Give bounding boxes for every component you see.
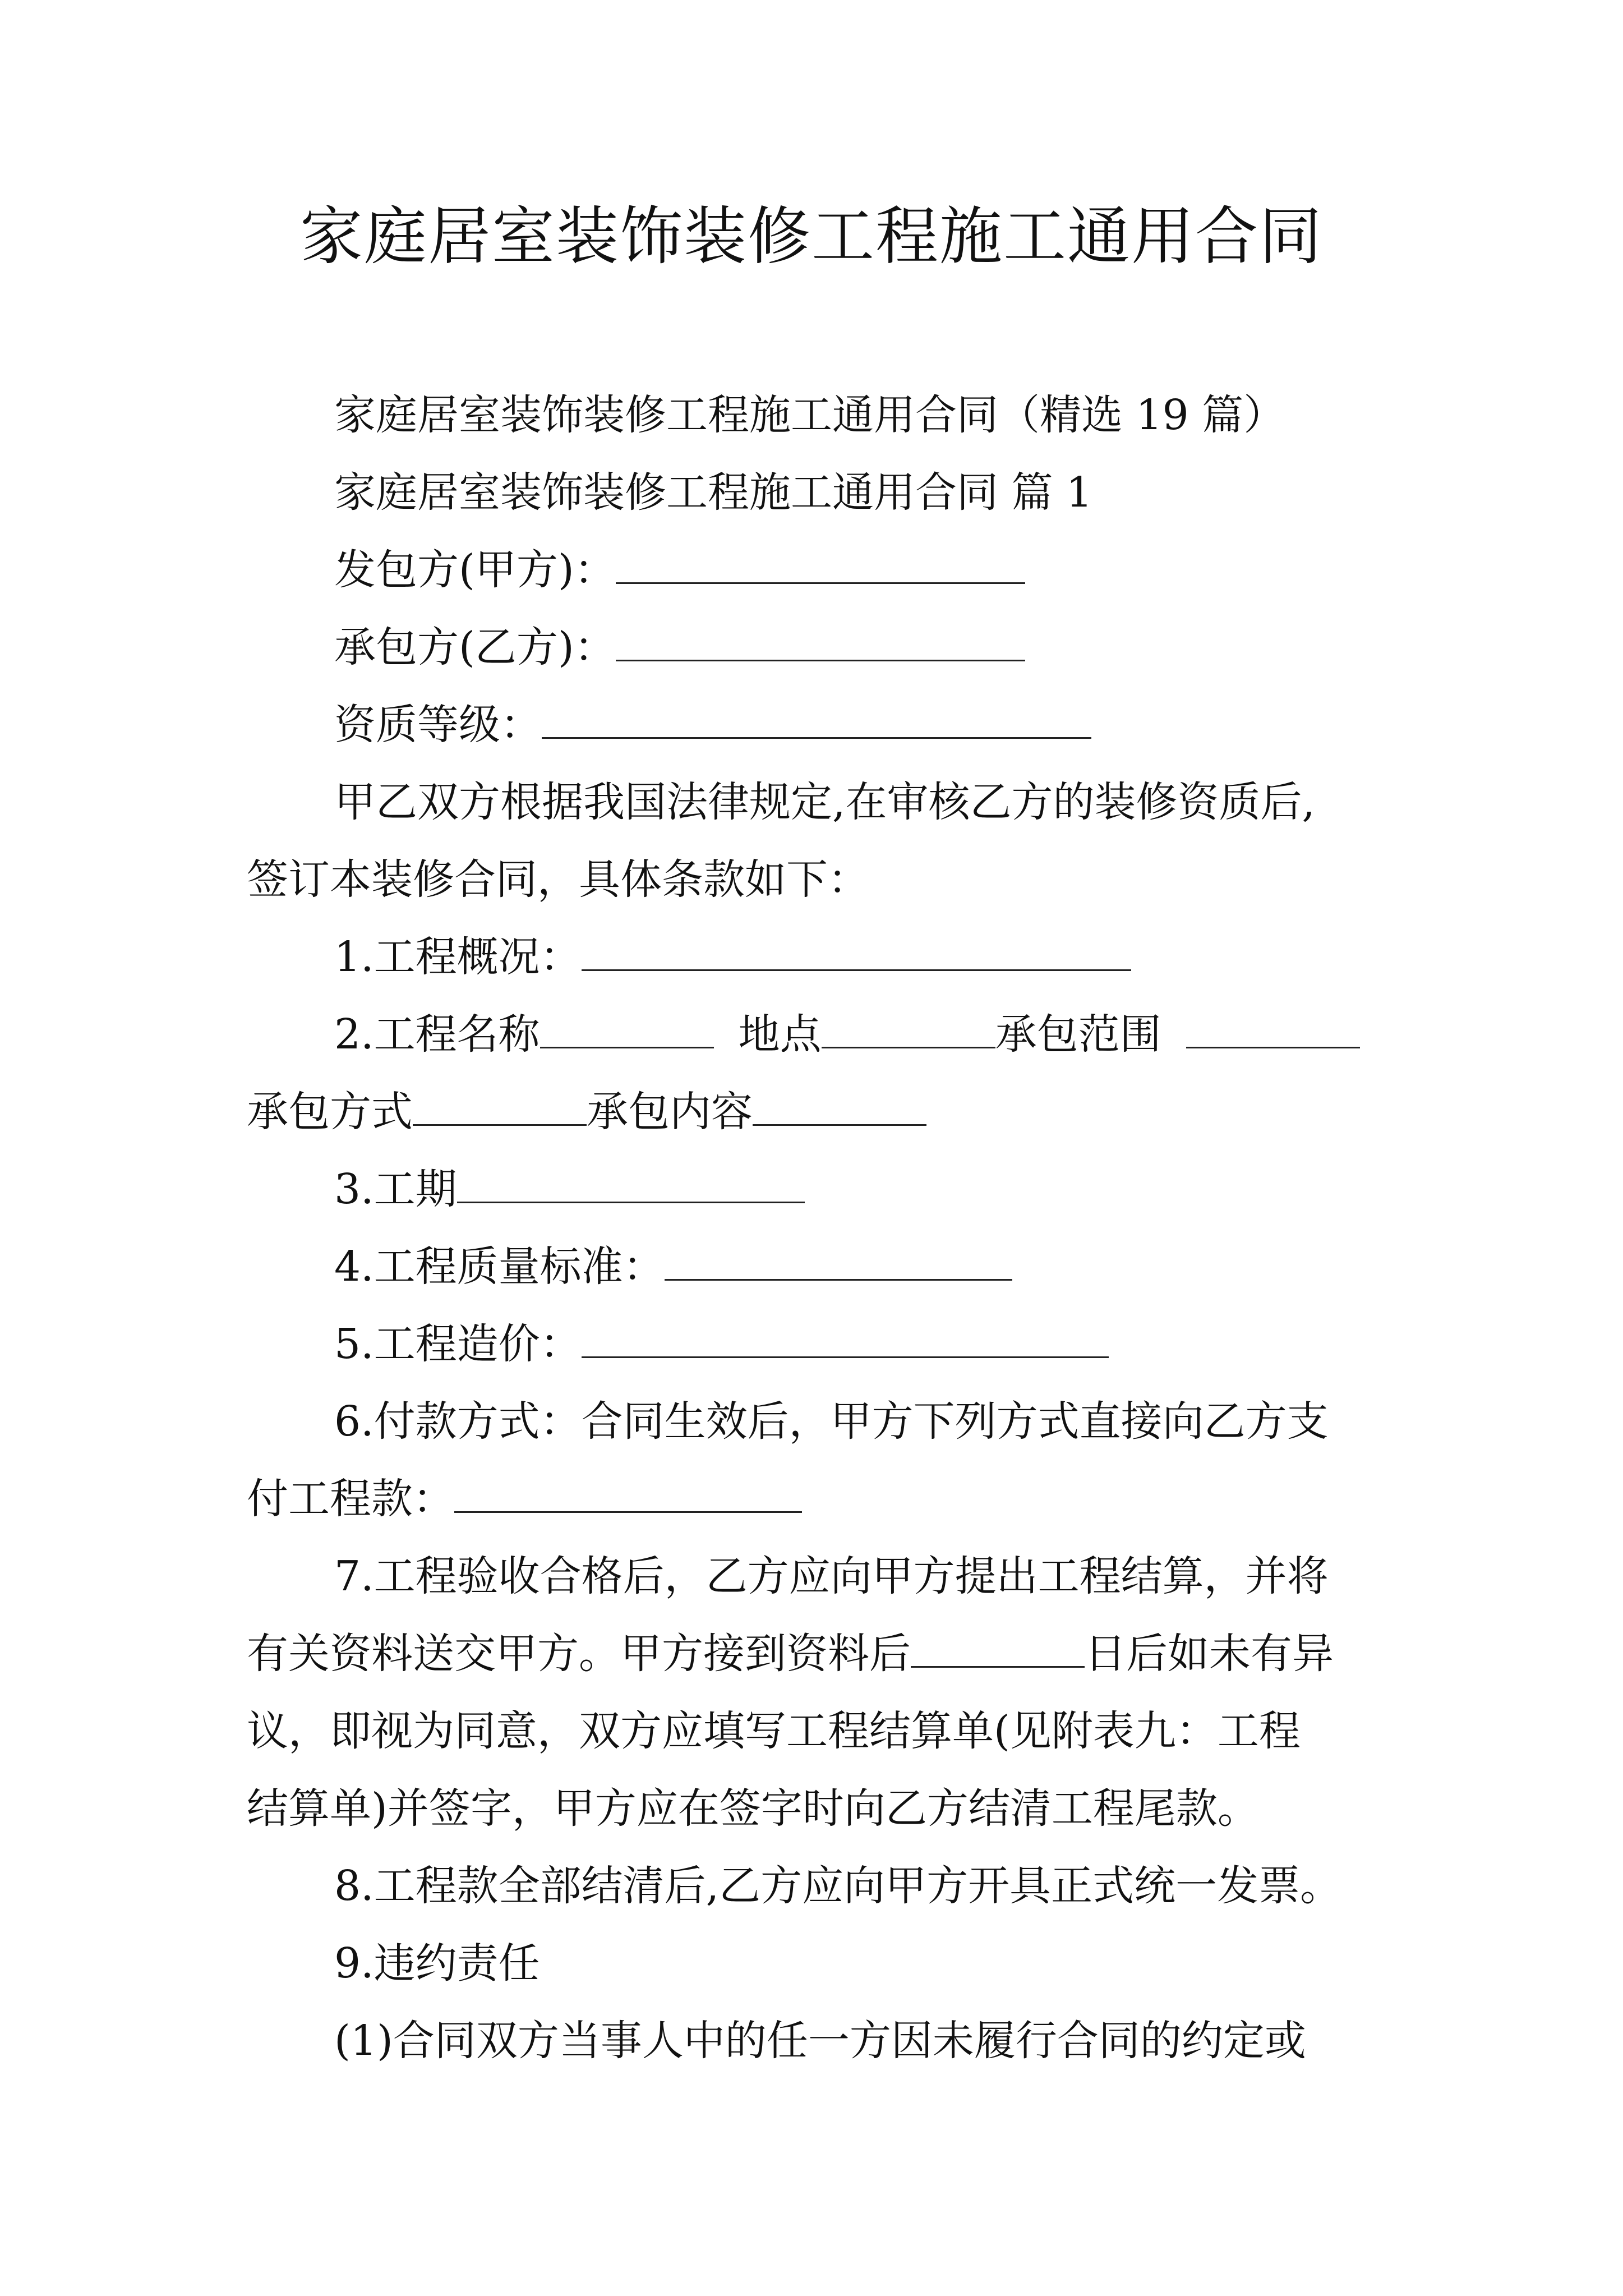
clause-5-label: 5.工程造价： [334, 1320, 582, 1368]
clause-1-label: 1.工程概况： [334, 933, 582, 981]
party-a-line [334, 542, 1391, 598]
clause-9-line [334, 1935, 1391, 1991]
clause-5-blank[interactable] [582, 1320, 1109, 1358]
contract-mode-label: 承包方式 [247, 1088, 413, 1136]
clause-4-line [334, 1239, 1391, 1295]
scope-label: 承包范围 [995, 1010, 1161, 1059]
clause-7-text-4: 结算单)并签字，甲方应在签字时向乙方结清工程尾款。 [247, 1784, 1259, 1833]
clause-6-blank[interactable] [454, 1475, 802, 1513]
project-name-label: 2.工程名称 [334, 1010, 540, 1059]
clause-7-line-cont [247, 1780, 1391, 1837]
clause-1-blank[interactable] [582, 933, 1131, 971]
qualification-line [334, 697, 1391, 753]
clause-9-heading: 9.违约责任 [334, 1939, 540, 1987]
clause-3-blank[interactable] [457, 1166, 805, 1203]
clause-9-item-1-text: (1)合同双方当事人中的任一方因未履行合同的约定或 [334, 2017, 1306, 2065]
scope-blank[interactable] [1186, 1011, 1360, 1048]
party-a-label: 发包方(甲方)： [334, 546, 616, 594]
party-b-blank[interactable] [616, 624, 1025, 661]
clause-7-text-2a: 有关资料送交甲方。甲方接到资料后 [247, 1630, 911, 1678]
clause-8-text: 8.工程款全部结清后,乙方应向甲方开具正式统一发票。 [334, 1862, 1342, 1910]
clause-7-line-cont [247, 1703, 1391, 1759]
clause-6-line-cont [247, 1471, 1391, 1527]
party-b-label: 承包方(乙方)： [334, 623, 616, 671]
clause-3-label: 3.工期 [334, 1165, 457, 1213]
clause-4-blank[interactable] [665, 1243, 1012, 1281]
party-a-blank[interactable] [616, 546, 1025, 584]
section-heading-text: 家庭居室装饰装修工程施工通用合同 篇 1 [334, 468, 1093, 517]
clause-7-text-3: 议，即视为同意，双方应填写工程结算单(见附表九：工程 [247, 1707, 1301, 1755]
project-name-blank[interactable] [540, 1011, 714, 1048]
clause-9-item-1-line [334, 2013, 1391, 2069]
qualification-label: 资质等级： [334, 701, 542, 749]
clause-7-text-2b: 日后如未有异 [1085, 1630, 1334, 1678]
clause-6-line [334, 1393, 1391, 1450]
clause-1-line [334, 929, 1391, 985]
document-subtitle [334, 387, 1391, 443]
contract-mode-blank[interactable] [413, 1088, 587, 1126]
clause-2-line [334, 1006, 1391, 1062]
qualification-blank[interactable] [542, 701, 1091, 739]
intro-text-2: 签订本装修合同，具体条款如下： [247, 855, 869, 904]
clause-6-text-1: 6.付款方式：合同生效后，甲方下列方式直接向乙方支 [334, 1397, 1329, 1446]
document-title: 家庭居室装饰装修工程施工通用合同 [300, 200, 1323, 273]
clause-3-line [334, 1161, 1391, 1217]
paragraph-line [247, 852, 1391, 908]
clause-2-line-cont [247, 1084, 1391, 1140]
clause-8-line [334, 1858, 1391, 1914]
clause-6-text-2: 付工程款： [247, 1475, 454, 1523]
clause-7-line [334, 1548, 1391, 1604]
contract-content-label: 承包内容 [587, 1088, 753, 1136]
clause-4-label: 4.工程质量标准： [334, 1243, 665, 1291]
location-blank[interactable] [822, 1011, 995, 1048]
location-label: 地点 [738, 1010, 822, 1059]
clause-7-text-1: 7.工程验收合格后，乙方应向甲方提出工程结算，并将 [334, 1552, 1329, 1600]
intro-text-1: 甲乙双方根据我国法律规定,在审核乙方的装修资质后, [334, 778, 1316, 826]
subtitle-text: 家庭居室装饰装修工程施工通用合同（精选 19 篇） [334, 391, 1285, 439]
section-heading [334, 464, 1391, 521]
clause-7-line-cont [247, 1626, 1391, 1682]
clause-5-line [334, 1316, 1391, 1372]
clause-7-days-blank[interactable] [911, 1630, 1085, 1668]
contract-content-blank[interactable] [753, 1088, 926, 1126]
paragraph-line [334, 774, 1391, 830]
party-b-line [334, 619, 1391, 675]
